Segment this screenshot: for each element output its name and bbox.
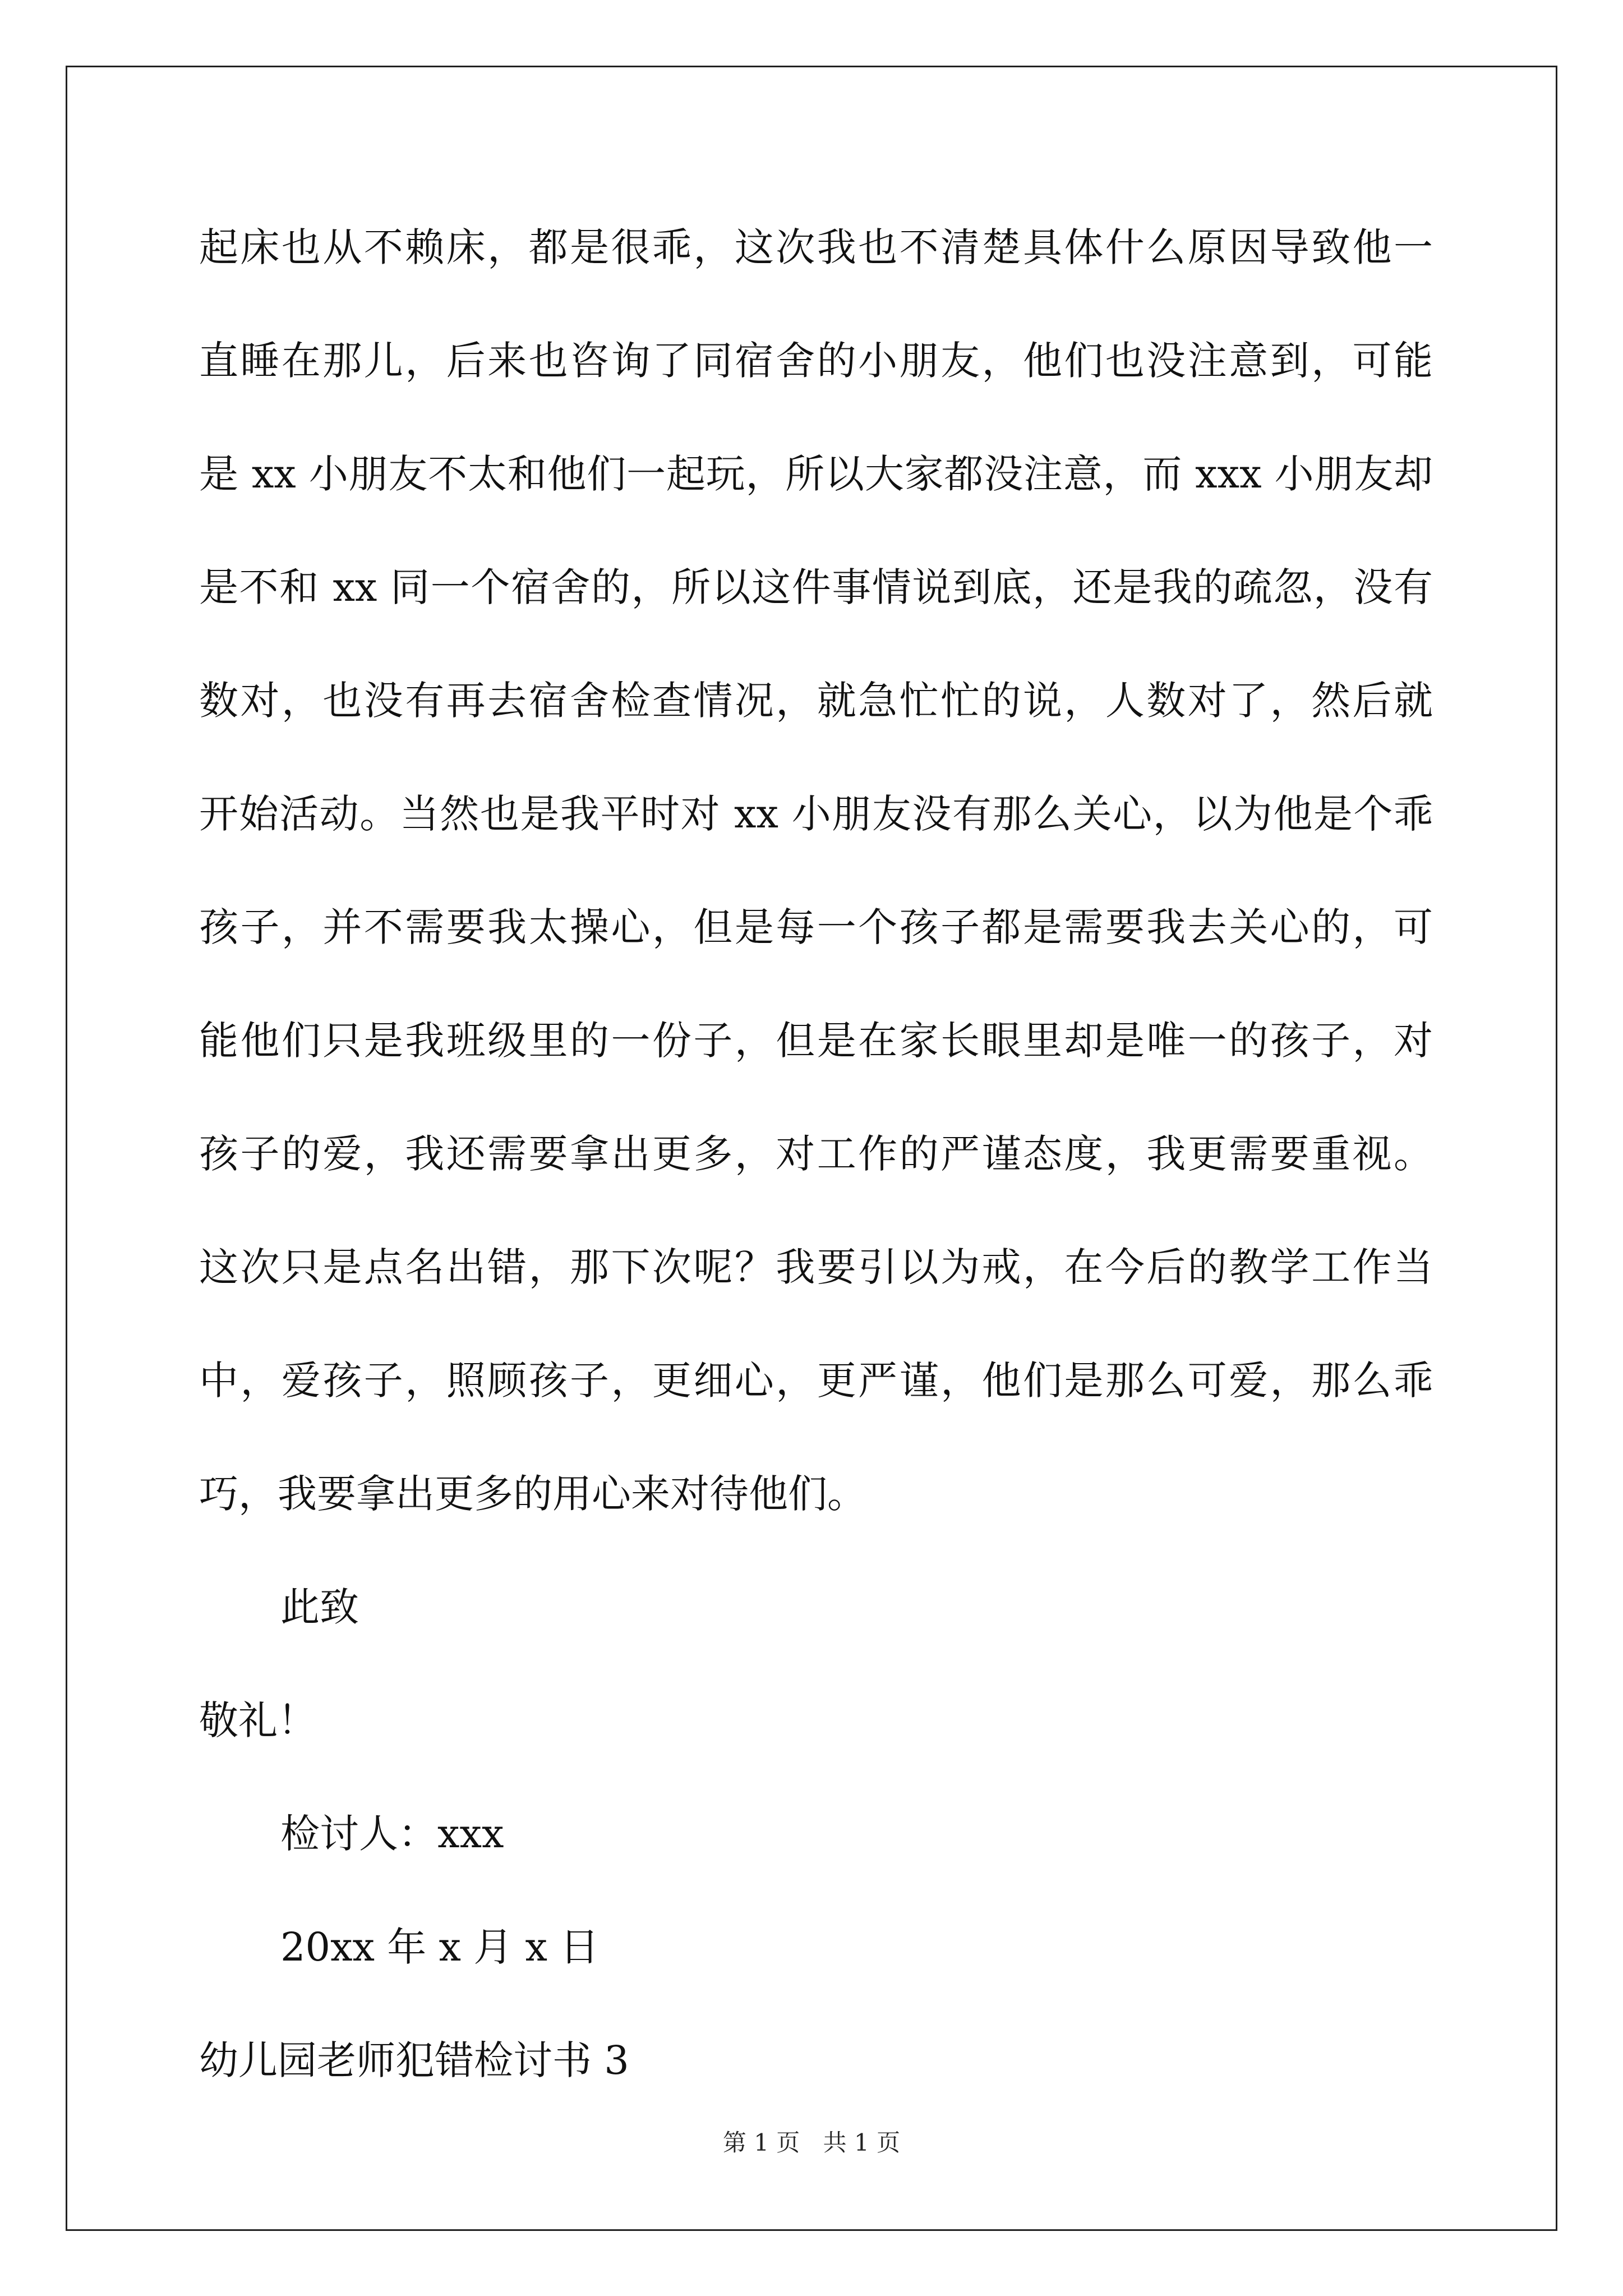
paragraph-line: 是不和 xx 同一个宿舍的，所以这件事情说到底，还是我的疏忽，没有: [199, 564, 1433, 610]
page-number: 第 1 页: [722, 2129, 800, 2156]
paragraph-line: 孩子的爱，我还需要拿出更多，对工作的严谨态度，我更需要重视。: [199, 1131, 1433, 1177]
paragraph-line: 起床也从不赖床，都是很乖，这次我也不清楚具体什么原因导致他一: [199, 224, 1433, 270]
paragraph-line: 数对，也没有再去宿舍检查情况，就急忙忙的说，人数对了，然后就: [199, 678, 1433, 724]
paragraph-line: 是 xx 小朋友不太和他们一起玩，所以大家都没注意，而 xxx 小朋友却: [199, 451, 1433, 497]
paragraph-line: 孩子，并不需要我太操心，但是每一个孩子都是需要我去关心的，可: [199, 904, 1433, 950]
paragraph-line: 这次只是点名出错，那下次呢？我要引以为戒，在今后的教学工作当: [199, 1244, 1433, 1290]
paragraph-line: 直睡在那儿，后来也咨询了同宿舍的小朋友，他们也没注意到，可能: [199, 338, 1433, 384]
paragraph-line: 开始活动。当然也是我平时对 xx 小朋友没有那么关心，以为他是个乖: [199, 791, 1433, 837]
paragraph-line: 能他们只是我班级里的一份子，但是在家长眼里却是唯一的孩子，对: [199, 1018, 1433, 1064]
section-heading: 幼儿园老师犯错检讨书 3: [199, 2037, 629, 2083]
paragraph-line: 中，爱孩子，照顾孩子，更细心，更严谨，他们是那么可爱，那么乖: [199, 1358, 1433, 1404]
document-body: [199, 191, 1433, 2117]
closing-text: 此致: [280, 1584, 359, 1630]
page-footer: [0, 2126, 1623, 2160]
salute-text: 敬礼！: [199, 1697, 317, 1743]
page-total: 共 1 页: [823, 2129, 901, 2156]
signer-text: 检讨人：xxx: [280, 1811, 504, 1857]
paragraph-line: 巧，我要拿出更多的用心来对待他们。: [199, 1471, 866, 1517]
date-text: 20xx 年 x 月 x 日: [280, 1924, 600, 1970]
